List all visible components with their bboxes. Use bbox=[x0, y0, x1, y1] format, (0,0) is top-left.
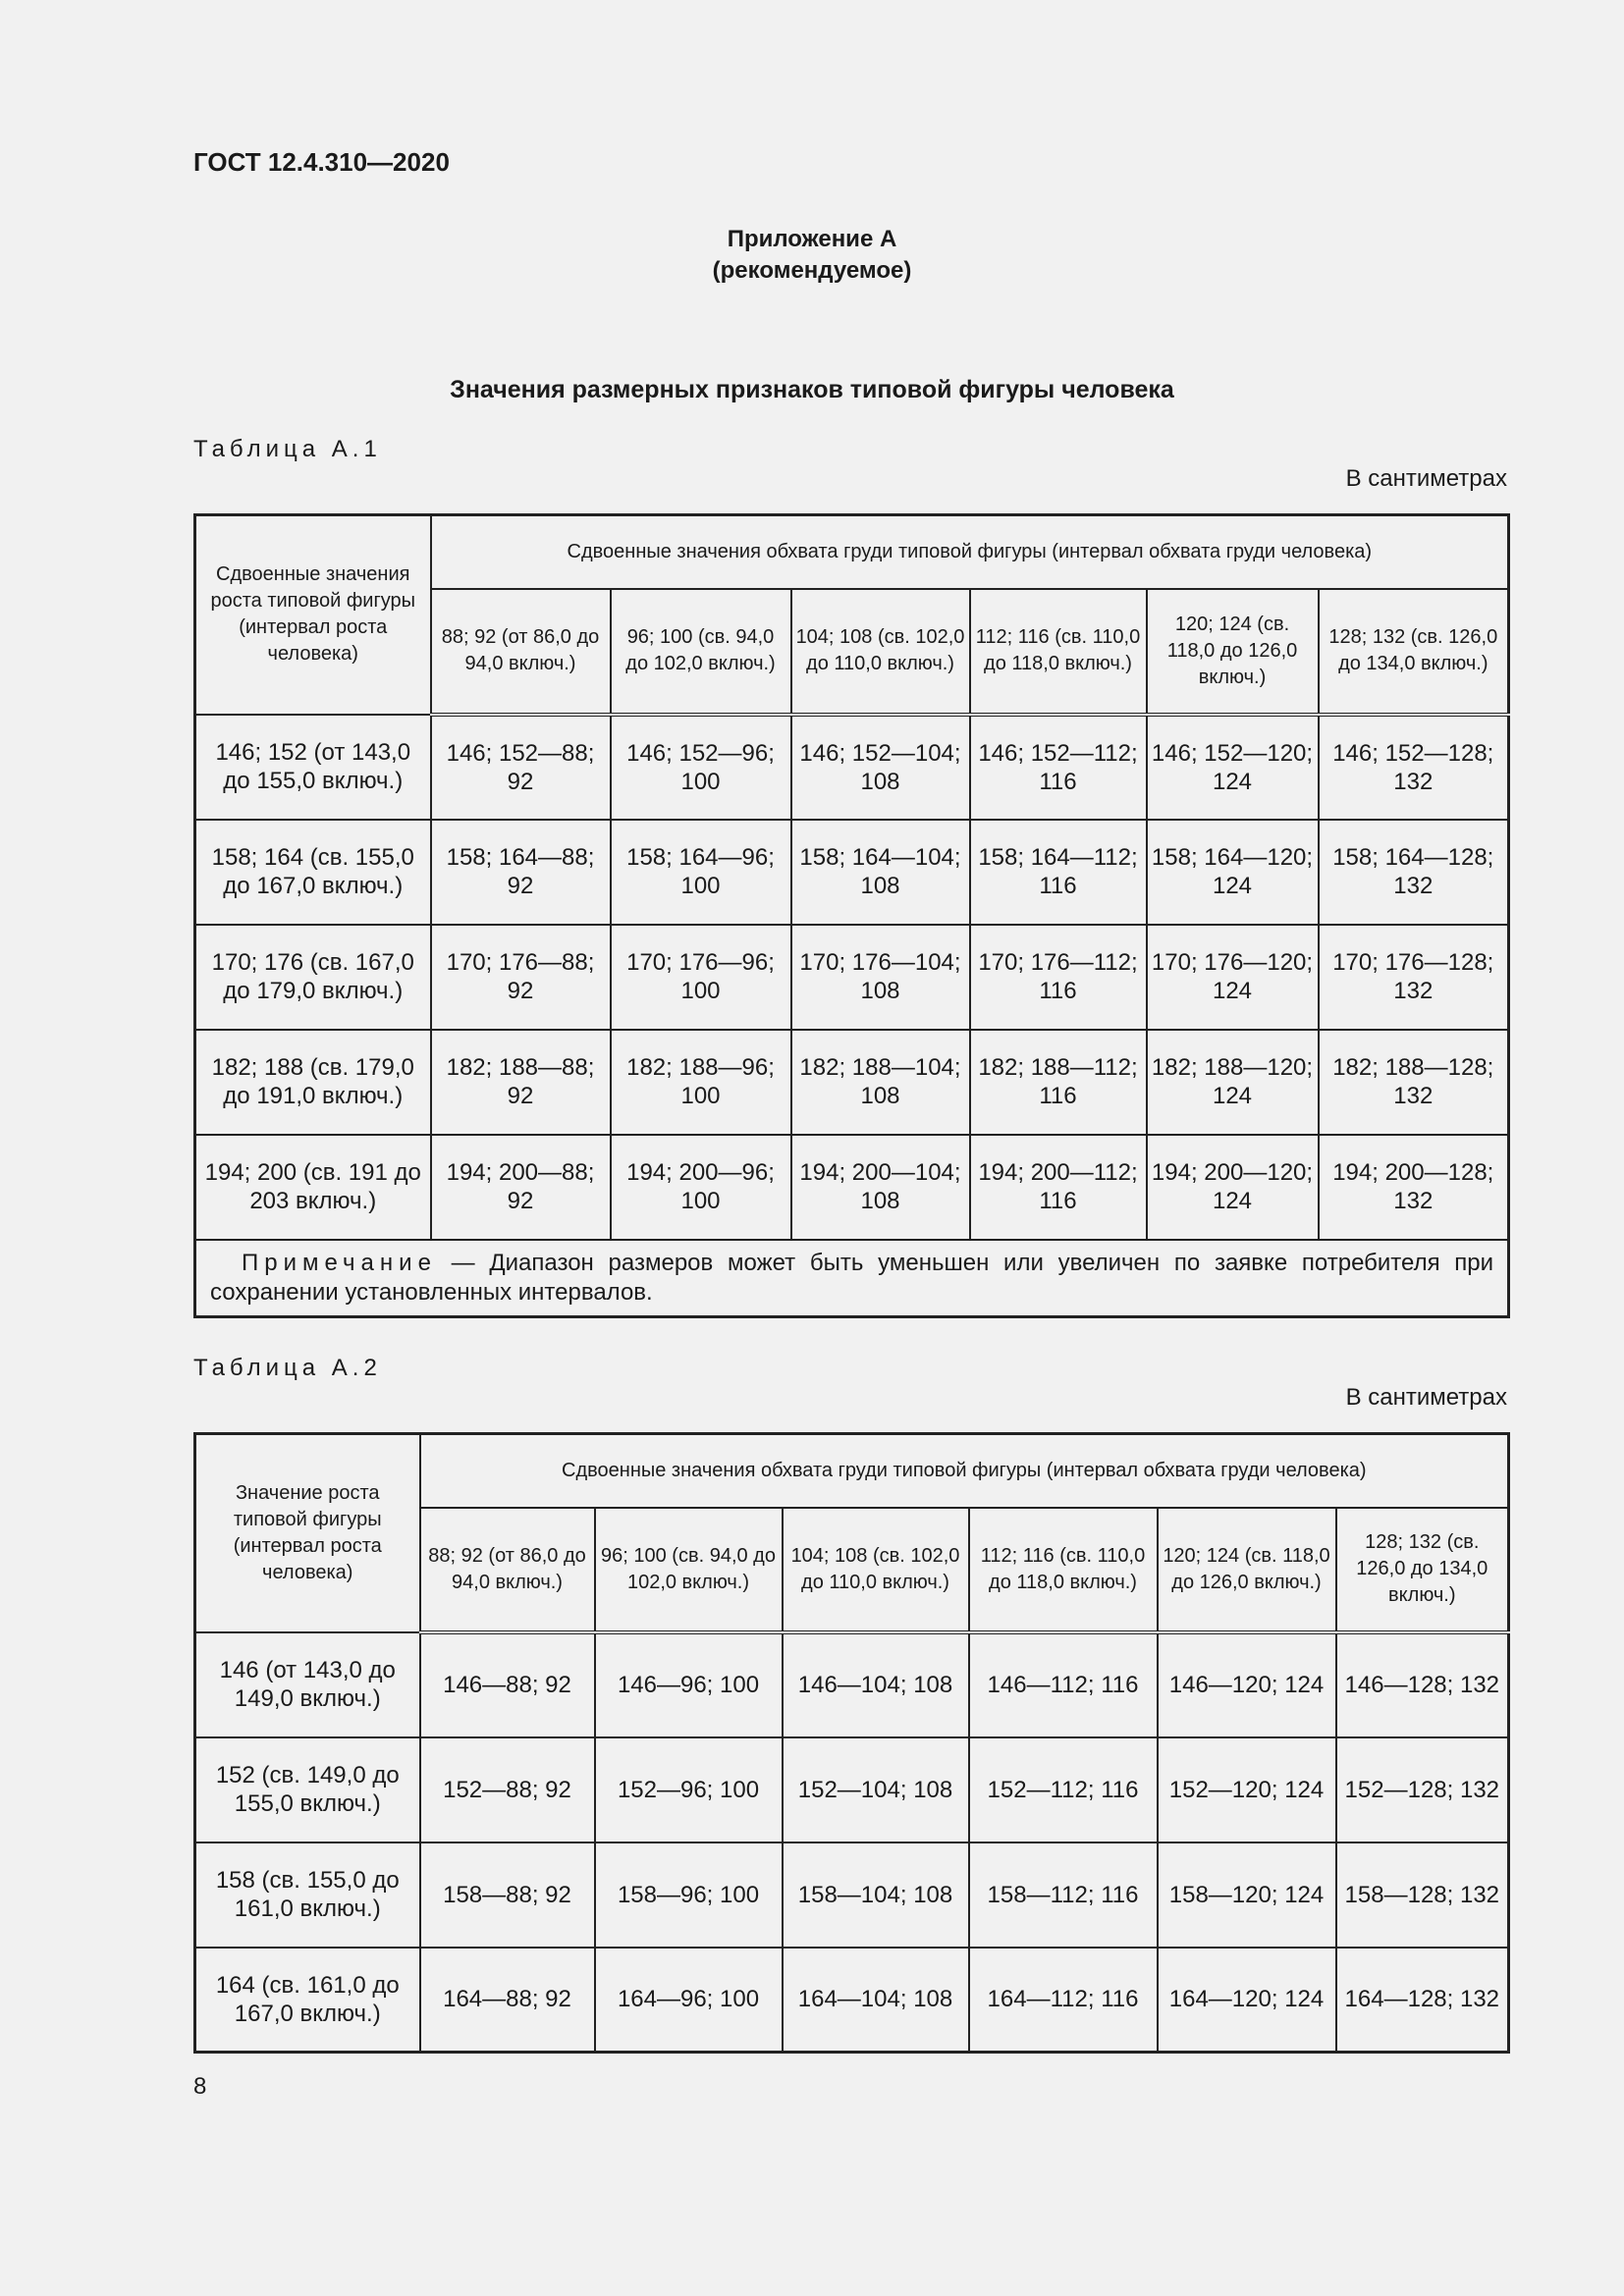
table-cell: 182; 188—88; 92 bbox=[431, 1030, 611, 1135]
row-label: 158; 164 (св. 155,0 до 167,0 включ.) bbox=[195, 820, 431, 925]
table-cell: 152—128; 132 bbox=[1336, 1737, 1509, 1842]
table-cell: 158—104; 108 bbox=[783, 1842, 969, 1948]
document-header: ГОСТ 12.4.310—2020 bbox=[193, 147, 450, 177]
table-cell: 194; 200—120; 124 bbox=[1147, 1135, 1319, 1240]
table-cell: 146; 152—104; 108 bbox=[791, 715, 970, 820]
row-label: 182; 188 (св. 179,0 до 191,0 включ.) bbox=[195, 1030, 431, 1135]
table-cell: 146; 152—112; 116 bbox=[970, 715, 1147, 820]
table-cell: 164—96; 100 bbox=[595, 1948, 783, 2053]
table-cell: 158; 164—128; 132 bbox=[1319, 820, 1509, 925]
column-header: 128; 132 (св. 126,0 до 134,0 включ.) bbox=[1319, 589, 1509, 715]
table1-label: Таблица А.1 bbox=[193, 436, 382, 462]
table-cell: 170; 176—120; 124 bbox=[1147, 925, 1319, 1030]
column-header: 88; 92 (от 86,0 до 94,0 включ.) bbox=[420, 1508, 595, 1632]
table-cell: 146; 152—88; 92 bbox=[431, 715, 611, 820]
table-cell: 182; 188—96; 100 bbox=[611, 1030, 791, 1135]
table-cell: 158; 164—96; 100 bbox=[611, 820, 791, 925]
table-cell: 194; 200—112; 116 bbox=[970, 1135, 1147, 1240]
table-cell: 146; 152—120; 124 bbox=[1147, 715, 1319, 820]
column-header: 96; 100 (св. 94,0 до 102,0 включ.) bbox=[595, 1508, 783, 1632]
table-cell: 158; 164—88; 92 bbox=[431, 820, 611, 925]
table-cell: 194; 200—88; 92 bbox=[431, 1135, 611, 1240]
column-header: 104; 108 (св. 102,0 до 110,0 включ.) bbox=[791, 589, 970, 715]
column-header: 96; 100 (св. 94,0 до 102,0 включ.) bbox=[611, 589, 791, 715]
table-cell: 170; 176—128; 132 bbox=[1319, 925, 1509, 1030]
note-text: — Диапазон размеров может быть уменьшен или увеличен по заявке потребителя при сохранении установленных интервалов. bbox=[210, 1249, 1494, 1306]
row-label: 170; 176 (св. 167,0 до 179,0 включ.) bbox=[195, 925, 431, 1030]
table-cell: 182; 188—104; 108 bbox=[791, 1030, 970, 1135]
table-row bbox=[195, 1737, 1509, 1842]
table-cell: 152—120; 124 bbox=[1158, 1737, 1336, 1842]
row-label: 146; 152 (от 143,0 до 155,0 включ.) bbox=[195, 715, 431, 820]
table-cell: 146; 152—96; 100 bbox=[611, 715, 791, 820]
table-cell: 164—112; 116 bbox=[969, 1948, 1158, 2053]
table1-units: В сантиметрах bbox=[1345, 465, 1507, 492]
table-cell: 146—112; 116 bbox=[969, 1632, 1158, 1737]
column-header: 112; 116 (св. 110,0 до 118,0 включ.) bbox=[969, 1508, 1158, 1632]
table-cell: 152—88; 92 bbox=[420, 1737, 595, 1842]
table-row bbox=[195, 1030, 1509, 1135]
column-header: 112; 116 (св. 110,0 до 118,0 включ.) bbox=[970, 589, 1147, 715]
table-cell: 170; 176—104; 108 bbox=[791, 925, 970, 1030]
table-cell: 146—88; 92 bbox=[420, 1632, 595, 1737]
table-cell: 158; 164—120; 124 bbox=[1147, 820, 1319, 925]
section-title: Значения размерных признаков типовой фигуры человека bbox=[450, 376, 1174, 403]
table-row bbox=[195, 820, 1509, 925]
table-cell: 146; 152—128; 132 bbox=[1319, 715, 1509, 820]
table-cell: 164—88; 92 bbox=[420, 1948, 595, 2053]
column-header: 128; 132 (св. 126,0 до 134,0 включ.) bbox=[1336, 1508, 1509, 1632]
table-cell: 146—128; 132 bbox=[1336, 1632, 1509, 1737]
table-cell: 182; 188—128; 132 bbox=[1319, 1030, 1509, 1135]
annex-status: (рекомендуемое) bbox=[712, 257, 912, 284]
row-label: 146 (от 143,0 до 149,0 включ.) bbox=[195, 1632, 420, 1737]
table-a2 bbox=[193, 1432, 1510, 2054]
table-cell: 146—104; 108 bbox=[783, 1632, 969, 1737]
table-cell: 158—120; 124 bbox=[1158, 1842, 1336, 1948]
column-group-header: Сдвоенные значения обхвата груди типовой фигуры (интервал обхвата груди человека) bbox=[431, 515, 1509, 589]
table-cell: 164—128; 132 bbox=[1336, 1948, 1509, 2053]
table-cell: 194; 200—96; 100 bbox=[611, 1135, 791, 1240]
column-header: 120; 124 (св. 118,0 до 126,0 включ.) bbox=[1158, 1508, 1336, 1632]
table-row bbox=[195, 715, 1509, 820]
table-note bbox=[195, 1240, 1509, 1317]
table-cell: 194; 200—128; 132 bbox=[1319, 1135, 1509, 1240]
table-cell: 164—104; 108 bbox=[783, 1948, 969, 2053]
table-row bbox=[195, 925, 1509, 1030]
table-cell: 152—96; 100 bbox=[595, 1737, 783, 1842]
row-header: Значение роста типовой фигуры (интервал роста человека) bbox=[195, 1434, 420, 1632]
table-cell: 152—104; 108 bbox=[783, 1737, 969, 1842]
page-number: 8 bbox=[193, 2073, 207, 2100]
table-cell: 158; 164—104; 108 bbox=[791, 820, 970, 925]
table-cell: 170; 176—96; 100 bbox=[611, 925, 791, 1030]
table-row bbox=[195, 1842, 1509, 1948]
table-cell: 170; 176—112; 116 bbox=[970, 925, 1147, 1030]
table-cell: 146—120; 124 bbox=[1158, 1632, 1336, 1737]
table-cell: 170; 176—88; 92 bbox=[431, 925, 611, 1030]
table-row bbox=[195, 1135, 1509, 1240]
table-cell: 146—96; 100 bbox=[595, 1632, 783, 1737]
table-cell: 158; 164—112; 116 bbox=[970, 820, 1147, 925]
column-header: 88; 92 (от 86,0 до 94,0 включ.) bbox=[431, 589, 611, 715]
table2-label: Таблица А.2 bbox=[193, 1355, 382, 1381]
table-cell: 164—120; 124 bbox=[1158, 1948, 1336, 2053]
row-label: 164 (св. 161,0 до 167,0 включ.) bbox=[195, 1948, 420, 2053]
table2-units: В сантиметрах bbox=[1345, 1384, 1507, 1411]
table-cell: 158—88; 92 bbox=[420, 1842, 595, 1948]
row-header: Сдвоенные значения роста типовой фигуры (интервал роста человека) bbox=[195, 515, 431, 715]
table-cell: 182; 188—120; 124 bbox=[1147, 1030, 1319, 1135]
row-label: 152 (св. 149,0 до 155,0 включ.) bbox=[195, 1737, 420, 1842]
note-label: Примечание bbox=[242, 1249, 437, 1276]
table-cell: 194; 200—104; 108 bbox=[791, 1135, 970, 1240]
table-cell: 152—112; 116 bbox=[969, 1737, 1158, 1842]
table-cell: 182; 188—112; 116 bbox=[970, 1030, 1147, 1135]
column-group-header: Сдвоенные значения обхвата груди типовой фигуры (интервал обхвата груди человека) bbox=[420, 1434, 1509, 1508]
row-label: 158 (св. 155,0 до 161,0 включ.) bbox=[195, 1842, 420, 1948]
table-cell: 158—96; 100 bbox=[595, 1842, 783, 1948]
annex-heading bbox=[0, 224, 1624, 287]
annex-title: Приложение А bbox=[727, 226, 897, 252]
row-label: 194; 200 (св. 191 до 203 включ.) bbox=[195, 1135, 431, 1240]
table-a1 bbox=[193, 513, 1510, 1318]
table-row bbox=[195, 1948, 1509, 2053]
table-row bbox=[195, 1632, 1509, 1737]
table-cell: 158—128; 132 bbox=[1336, 1842, 1509, 1948]
column-header: 120; 124 (св. 118,0 до 126,0 включ.) bbox=[1147, 589, 1319, 715]
column-header: 104; 108 (св. 102,0 до 110,0 включ.) bbox=[783, 1508, 969, 1632]
table-cell: 158—112; 116 bbox=[969, 1842, 1158, 1948]
